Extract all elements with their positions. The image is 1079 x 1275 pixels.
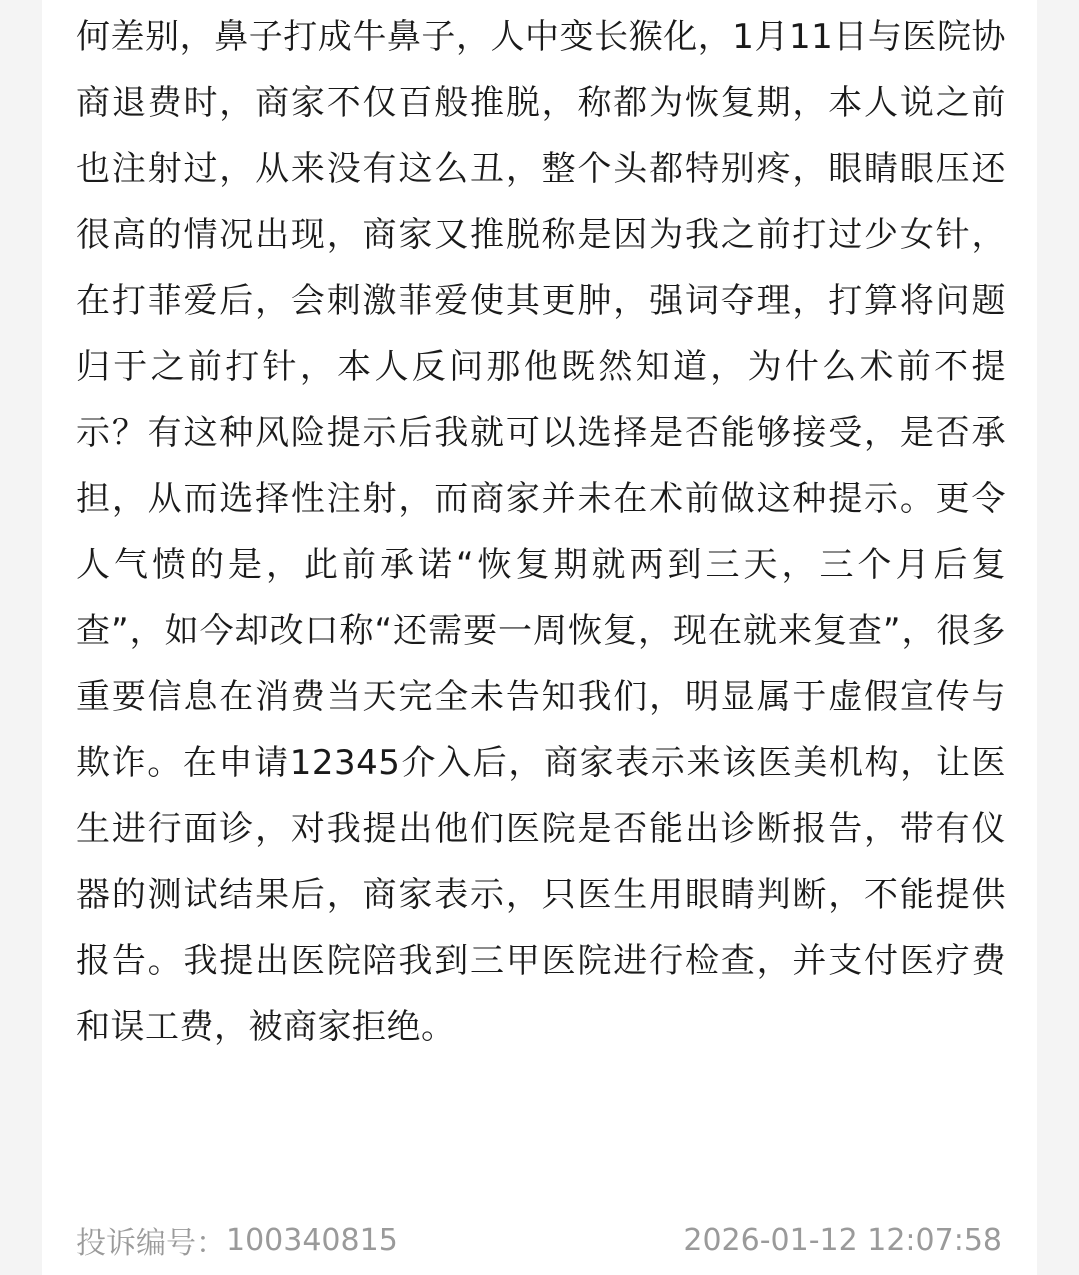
complaint-id <box>76 1218 398 1262</box>
complaint-id-value: 100340815 <box>226 1222 398 1258</box>
complaint-body-text: 何差别，鼻子打成牛鼻子，人中变长猴化，1月11日与医院协商退费时，商家不仅百般推脱，称都为恢复期，本人说之前也注射过，从来没有这么丑，整个头都特别疼，眼睛眼压还很高的情况出现，商家又推脱称是因为我之前打过少女针，在打菲爱后，会刺激菲爱使其更肿，强词夺理，打算将问题归于之前打针，本人反问那他既然知道，为什么术前不提示？有这种风险提示后我就可以选择是否能够接受，是否承担，从而选择性注射，而商家并未在术前做这种提示。更令人气愤的是，此前承诺“恢复期就两到三天，三个月后复查”，如今却改口称“还需要一周恢复，现在就来复查”，很多重要信息在消费当天完全未告知我们，明显属于虚假宣传与欺诈。在申请12345介入后，商家表示来该医美机构，让医生进行面诊，对我提出他们医院是否能出诊断报告，带有仪器的测试结果后，商家表示，只医生用眼睛判断，不能提供报告。我提出医院陪我到三甲医院进行检查，并支付医疗费和误工费，被商家拒绝。 <box>76 17 1006 1047</box>
complaint-card <box>42 0 1037 1275</box>
complaint-timestamp: 2026-01-12 12:07:58 <box>683 1222 1002 1258</box>
complaint-meta-row <box>76 1212 1002 1268</box>
complaint-id-label: 投诉编号： <box>76 1226 226 1261</box>
